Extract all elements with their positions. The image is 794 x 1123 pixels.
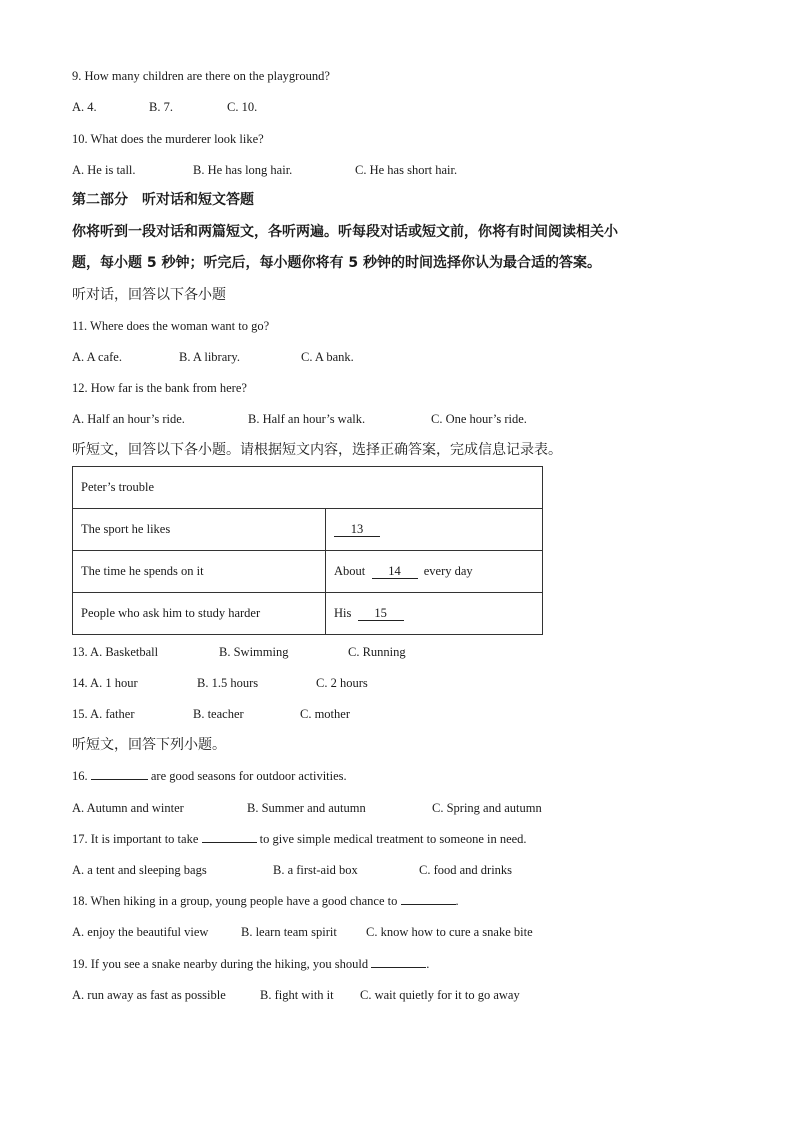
answer-prefix: His bbox=[334, 606, 352, 620]
question-18-stem bbox=[72, 893, 459, 909]
answer-blank-13[interactable]: 13 bbox=[334, 523, 380, 537]
question-13-options bbox=[72, 644, 406, 660]
question-17-stem bbox=[72, 831, 527, 847]
row-label: The time he spends on it bbox=[73, 551, 326, 593]
option-a[interactable]: A. 4. bbox=[72, 100, 97, 114]
answer-blank-19[interactable] bbox=[371, 967, 426, 968]
stem-text: 19. If you see a snake nearby during the hiking, you should bbox=[72, 957, 369, 971]
stem-text: . bbox=[455, 894, 459, 908]
option-b[interactable]: B. Swimming bbox=[219, 645, 289, 659]
question-10-options bbox=[72, 162, 457, 178]
option-a[interactable]: A. a tent and sleeping bags bbox=[72, 863, 207, 877]
option-b[interactable]: B. a first-aid box bbox=[273, 863, 358, 877]
option-c[interactable]: C. One hour’s ride. bbox=[431, 412, 527, 426]
dialogue-intro: 听对话，回答以下各小题 bbox=[72, 287, 226, 303]
row-answer bbox=[326, 509, 543, 551]
option-a[interactable]: 15. A. father bbox=[72, 707, 135, 721]
option-c[interactable]: C. know how to cure a snake bite bbox=[366, 925, 533, 939]
table-title-row bbox=[73, 467, 543, 509]
question-11-stem: 11. Where does the woman want to go? bbox=[72, 319, 270, 333]
question-15-options bbox=[72, 706, 350, 722]
stem-text: 18. When hiking in a group, young people have a good chance to bbox=[72, 894, 398, 908]
stem-text: 16. bbox=[72, 769, 88, 783]
option-c[interactable]: C. mother bbox=[300, 707, 350, 721]
info-record-table bbox=[72, 466, 543, 635]
option-b[interactable]: B. teacher bbox=[193, 707, 244, 721]
option-c[interactable]: C. 10. bbox=[227, 100, 258, 114]
option-a[interactable]: A. run away as fast as possible bbox=[72, 988, 226, 1002]
option-c[interactable]: C. food and drinks bbox=[419, 863, 513, 877]
stem-text: are good seasons for outdoor activities. bbox=[150, 769, 347, 783]
question-19-options bbox=[72, 987, 520, 1003]
option-b[interactable]: B. fight with it bbox=[260, 988, 334, 1002]
question-18-options bbox=[72, 924, 533, 940]
option-c[interactable]: C. 2 hours bbox=[316, 676, 368, 690]
question-12-options bbox=[72, 411, 527, 427]
row-label: The sport he likes bbox=[73, 509, 326, 551]
option-a[interactable]: A. A cafe. bbox=[72, 350, 122, 364]
answer-suffix: every day bbox=[423, 564, 473, 578]
answer-blank-16[interactable] bbox=[91, 779, 148, 780]
question-11-options bbox=[72, 349, 354, 365]
option-a[interactable]: 14. A. 1 hour bbox=[72, 676, 138, 690]
stem-text: . bbox=[426, 957, 430, 971]
option-c[interactable]: C. He has short hair. bbox=[355, 163, 458, 177]
table-row bbox=[73, 593, 543, 635]
question-16-options bbox=[72, 800, 542, 816]
question-19-stem bbox=[72, 956, 429, 972]
option-c[interactable]: C. wait quietly for it to go away bbox=[360, 988, 520, 1002]
answer-blank-14[interactable]: 14 bbox=[372, 565, 418, 579]
option-a[interactable]: A. Half an hour’s ride. bbox=[72, 412, 185, 426]
option-a[interactable]: 13. A. Basketball bbox=[72, 645, 159, 659]
answer-prefix: About bbox=[334, 564, 366, 578]
option-a[interactable]: A. He is tall. bbox=[72, 163, 136, 177]
question-10-stem: 10. What does the murderer look like? bbox=[72, 132, 264, 146]
answer-blank-15[interactable]: 15 bbox=[358, 607, 404, 621]
answer-blank-18[interactable] bbox=[401, 904, 456, 905]
option-b[interactable]: B. learn team spirit bbox=[241, 925, 337, 939]
option-c[interactable]: C. Running bbox=[348, 645, 406, 659]
answer-blank-17[interactable] bbox=[202, 842, 257, 843]
option-a[interactable]: A. enjoy the beautiful view bbox=[72, 925, 209, 939]
stem-text: to give simple medical treatment to someone in need. bbox=[259, 832, 527, 846]
option-c[interactable]: C. A bank. bbox=[301, 350, 354, 364]
stem-text: 17. It is important to take bbox=[72, 832, 199, 846]
row-label: People who ask him to study harder bbox=[73, 593, 326, 635]
row-answer bbox=[326, 551, 543, 593]
option-b[interactable]: B. 1.5 hours bbox=[197, 676, 259, 690]
option-c[interactable]: C. Spring and autumn bbox=[432, 801, 542, 815]
section-title: 第二部分 听对话和短文答题 bbox=[72, 192, 254, 208]
option-a[interactable]: A. Autumn and winter bbox=[72, 801, 184, 815]
option-b[interactable]: B. A library. bbox=[179, 350, 240, 364]
question-14-options bbox=[72, 675, 368, 691]
table-row bbox=[73, 509, 543, 551]
option-b[interactable]: B. Half an hour’s walk. bbox=[248, 412, 366, 426]
option-b[interactable]: B. He has long hair. bbox=[193, 163, 293, 177]
table-row bbox=[73, 551, 543, 593]
question-17-options bbox=[72, 862, 512, 878]
passage-2-intro: 听短文，回答下列小题。 bbox=[72, 737, 226, 753]
section-instruction-line-1: 你将听到一段对话和两篇短文，各听两遍。听每段对话或短文前，你将有时间阅读相关小 bbox=[72, 224, 618, 240]
row-answer bbox=[326, 593, 543, 635]
option-b[interactable]: B. Summer and autumn bbox=[247, 801, 366, 815]
table-title: Peter’s trouble bbox=[73, 467, 543, 509]
question-12-stem: 12. How far is the bank from here? bbox=[72, 381, 247, 395]
option-b[interactable]: B. 7. bbox=[149, 100, 173, 114]
question-9-options bbox=[72, 99, 257, 115]
section-instruction-line-2: 题，每小题 5 秒钟；听完后，每小题你将有 5 秒钟的时间选择你认为最合适的答案。 bbox=[72, 255, 601, 271]
passage-1-intro: 听短文，回答以下各小题。请根据短文内容，选择正确答案，完成信息记录表。 bbox=[72, 442, 562, 458]
question-9-stem: 9. How many children are there on the playground? bbox=[72, 69, 330, 83]
question-16-stem bbox=[72, 768, 347, 784]
